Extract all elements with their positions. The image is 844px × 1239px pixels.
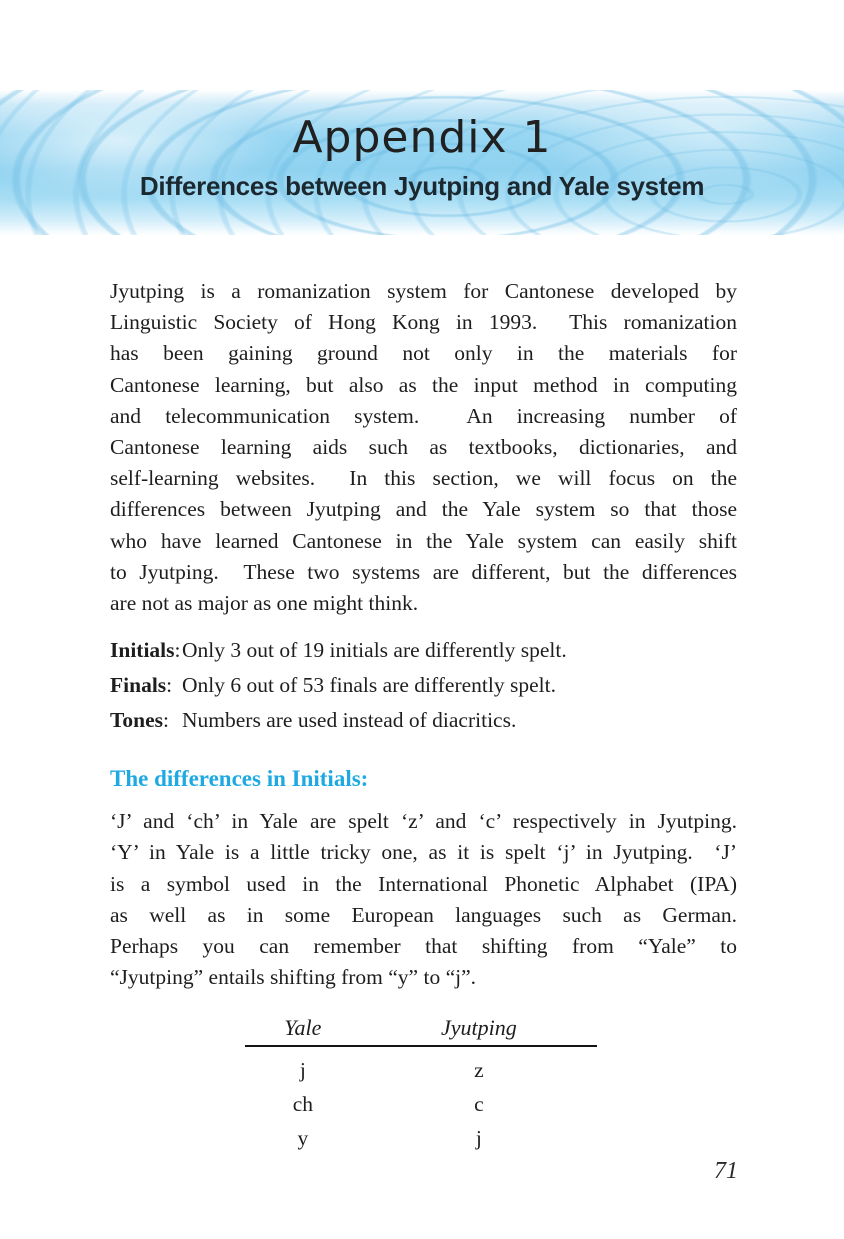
- text-line: Cantonese learning, but also as the input method in computing: [110, 372, 737, 397]
- section-heading-initials: The differences in Initials:: [110, 766, 369, 792]
- text-line: are not as major as one might think.: [110, 591, 419, 616]
- cell-jyutping: c: [474, 1092, 484, 1117]
- page-title: Appendix 1: [292, 112, 552, 163]
- body-content: [110, 276, 737, 1155]
- cell-yale: y: [297, 1126, 309, 1151]
- text-line: to Jyutping. These two systems are different, but the differences: [110, 559, 737, 584]
- text-line: Linguistic Society of Hong Kong in 1993. This romanization: [110, 310, 737, 335]
- column-header-jyutping: Jyutping: [361, 1015, 597, 1046]
- intro-paragraph: [110, 276, 737, 619]
- text-line: ‘J’ and ‘ch’ in Yale are spelt ‘z’ and ‘c’ respectively in Jyutping.: [110, 809, 737, 834]
- term-word: Tones: [110, 708, 163, 733]
- term-colon: :: [166, 673, 173, 698]
- term-word: Finals: [110, 673, 167, 698]
- page-subtitle: Differences between Jyutping and Yale system: [139, 171, 705, 201]
- term-label: [110, 703, 182, 738]
- text-line: Cantonese learning aids such as textbooks, dictionaries, and: [110, 435, 737, 460]
- summary-item-initials: [110, 633, 737, 668]
- term-colon: :: [162, 708, 169, 733]
- term-definition: Only 3 out of 19 initials are differently spelt.: [182, 638, 567, 663]
- term-word: Initials: [110, 638, 175, 663]
- text-line: as well as in some European languages such as German.: [110, 902, 737, 927]
- header-ripple-band: [0, 90, 844, 235]
- text-line: “Jyutping” entails shifting from “y” to “j”.: [110, 965, 477, 990]
- summary-list: [110, 633, 737, 738]
- term-label: [110, 633, 182, 668]
- text-line: and telecommunication system. An increasing number of: [110, 403, 737, 428]
- table-header-row: [245, 1015, 597, 1046]
- term-colon: :: [174, 638, 181, 663]
- text-line: who have learned Cantonese in the Yale system can easily shift: [110, 528, 737, 553]
- text-line: Perhaps you can remember that shifting from “Yale” to: [110, 934, 737, 959]
- page-number: 71: [714, 1158, 738, 1184]
- initials-paragraph: [110, 806, 737, 993]
- cell-yale: j: [299, 1058, 306, 1083]
- yale-jyutping-table: [245, 1015, 597, 1155]
- table-row: [245, 1121, 597, 1155]
- text-line: Jyutping is a romanization system for Cantonese developed by: [110, 279, 737, 303]
- table-row: [245, 1087, 597, 1121]
- cell-jyutping: z: [474, 1058, 484, 1083]
- table-row: [245, 1046, 597, 1087]
- text-line: has been gaining ground not only in the materials for: [110, 341, 737, 366]
- column-header-yale: Yale: [245, 1015, 361, 1046]
- text-line: self-learning websites. In this section, we will focus on the: [110, 466, 737, 491]
- term-definition: Numbers are used instead of diacritics.: [182, 708, 517, 733]
- text-line: is a symbol used in the International Phonetic Alphabet (IPA): [110, 871, 737, 896]
- summary-item-tones: [110, 703, 737, 738]
- text-line: differences between Jyutping and the Yale system so that those: [110, 497, 737, 522]
- summary-item-finals: [110, 668, 737, 703]
- term-definition: Only 6 out of 53 finals are differently spelt.: [182, 673, 556, 698]
- cell-yale: ch: [292, 1092, 313, 1117]
- text-line: ‘Y’ in Yale is a little tricky one, as it is spelt ‘j’ in Jyutping. ‘J’: [110, 840, 737, 865]
- cell-jyutping: j: [475, 1126, 482, 1151]
- term-label: [110, 668, 182, 703]
